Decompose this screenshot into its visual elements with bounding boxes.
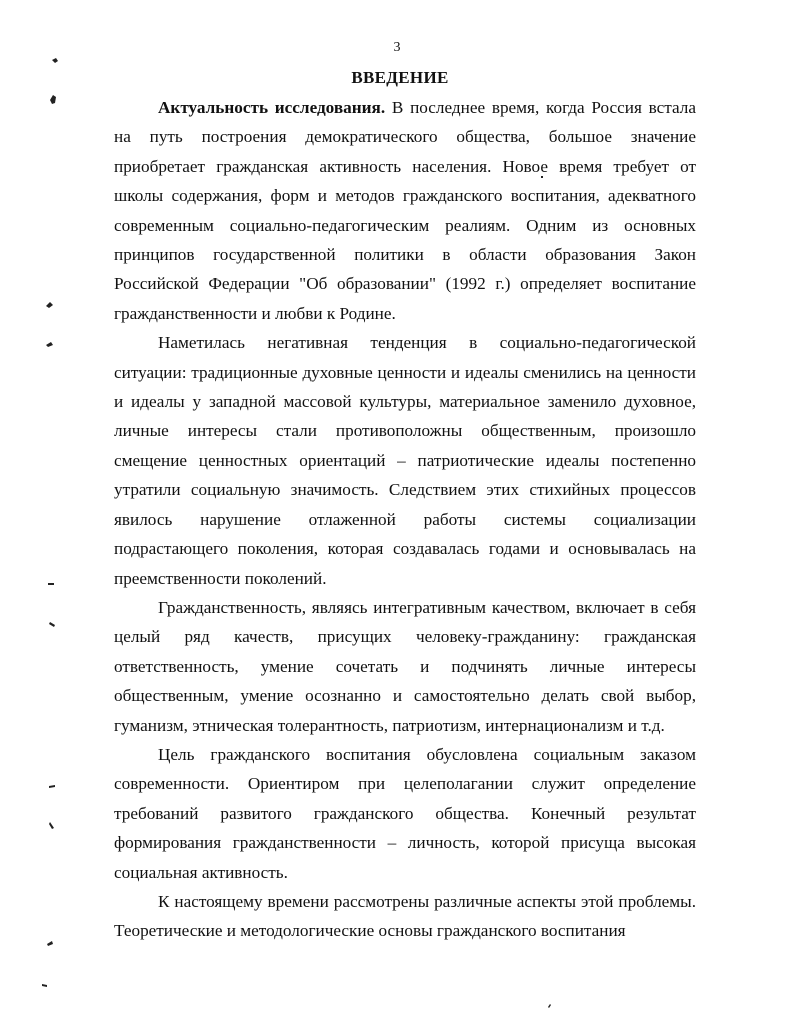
paragraph: Гражданственность, являясь интегративным качеством, включает в себя целый ряд качеств, присущих человеку-гражданину: гражданская ответственность, умение сочетать и подчинять личные интересы общественным, умение осознанно и самостоятельно делать свой выбор, гуманизм, этническая толерантность, патриотизм, интернационализм и т.д.: [114, 597, 696, 735]
scan-speck: [46, 342, 53, 347]
scan-speck: [48, 583, 54, 585]
body-text: [114, 93, 696, 946]
scan-speck: [42, 984, 47, 987]
scan-speck: [52, 58, 58, 63]
scan-speck: [47, 941, 53, 946]
scan-speck: [49, 785, 55, 788]
paragraph-lead: Актуальность исследования.: [158, 98, 386, 117]
scan-speck: [548, 1004, 551, 1008]
paragraph: К настоящему времени рассмотрены различные аспекты этой проблемы. Теоретические и методологические основы гражданского воспитания: [114, 891, 696, 941]
page-number: 3: [393, 40, 401, 55]
scan-speck: [49, 622, 55, 627]
paragraph-text: В последнее время, когда Россия встала на путь построения демократического общества, большое значение приобретает гражданская активность населения. Новое время требует от школы содержания, форм и методов гражданского воспитания, адекватного современным социально-педагогическим реалиям. Одним из основных принципов государственной политики в области образования Закон Российской Федерации "Об образовании" (1992 г.) определяет воспитание гражданственности и любви к Родине.: [114, 98, 696, 323]
paragraph: Наметилась негативная тенденция в социально-педагогической ситуации: традиционные духовные ценности и идеалы сменились на ценности и идеалы у западной массовой культуры, материальное заменило духовное, личные интересы стали противоположны общественным, произошло смещение ценностных ориентаций – патриотические идеалы постепенно утратили социальную значимость. Следствием этих стихийных процессов явилось нарушение отлаженной работы системы социализации подрастающего поколения, которая создавалась годами и основывалась на преемственности поколений.: [114, 333, 696, 588]
scan-speck: [50, 95, 56, 104]
paragraph: [114, 93, 696, 328]
page-heading: ВВЕДЕНИЕ: [351, 68, 449, 87]
scan-speck: [46, 302, 53, 308]
paragraph: Цель гражданского воспитания обусловлена социальным заказом современности. Ориентиром при целеполагании служит определение требований развитого гражданского общества. Конечный результат формирования гражданственности – личность, которой присуща высокая социальная активность.: [114, 744, 696, 882]
scan-speck: [49, 822, 54, 829]
